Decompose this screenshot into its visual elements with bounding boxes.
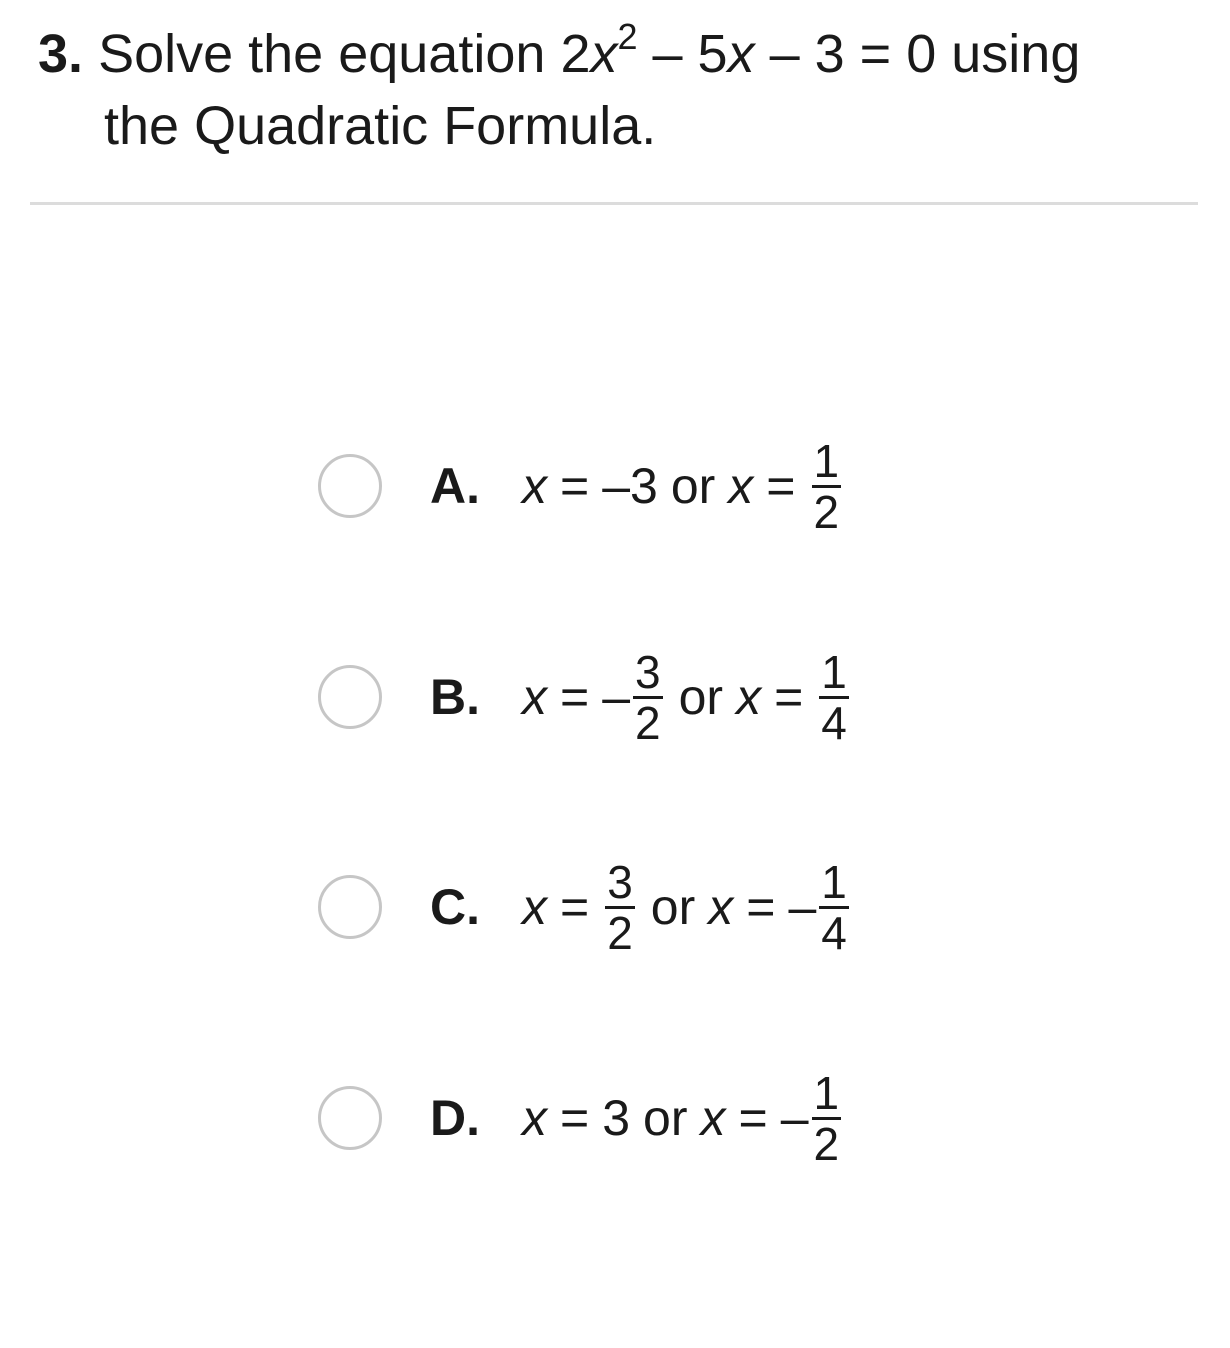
question-divider [30, 202, 1198, 205]
option-b-denominator-1: 2 [635, 696, 661, 749]
option-d-fraction-2 [812, 1066, 842, 1170]
option-d-variable-1: x [522, 1090, 547, 1146]
option-d-equals-2: = [738, 1090, 768, 1146]
option-b-variable-1: x [522, 669, 547, 725]
option-d-connector: or [643, 1090, 688, 1146]
option-a-denominator-2: 2 [813, 485, 840, 538]
answer-option-c[interactable] [318, 855, 852, 959]
option-b-connector: or [678, 669, 724, 725]
option-b-variable-2: x [736, 669, 762, 725]
radio-button-a[interactable] [318, 454, 382, 518]
equation-term-3: – 3 = 0 [754, 24, 937, 84]
option-expression-b [522, 645, 852, 749]
option-b-equals-2: = [774, 669, 804, 725]
equation-variable-2: x [727, 24, 755, 84]
question-prompt [38, 18, 1208, 162]
equation-variable: x [590, 24, 618, 84]
option-letter-b: B. [430, 669, 480, 725]
question-text-after: using [951, 24, 1081, 84]
option-letter-c: C. [430, 879, 480, 935]
question-line-1 [38, 18, 1208, 90]
option-c-fraction-2 [819, 855, 849, 959]
option-d-equals-1: = [560, 1090, 590, 1146]
question-text-before: Solve the equation [98, 24, 546, 84]
option-c-denominator-1: 2 [607, 906, 633, 959]
option-c-numerator-1: 3 [607, 855, 633, 908]
option-a-connector: or [670, 458, 716, 514]
equation-exponent: 2 [617, 16, 638, 57]
radio-button-c[interactable] [318, 875, 382, 939]
option-c-equals-1: = [560, 879, 590, 935]
option-expression-d [522, 1066, 844, 1170]
option-a-numerator-2: 1 [813, 434, 840, 487]
option-d-denominator-2: 2 [813, 1117, 840, 1170]
option-c-connector: or [650, 879, 696, 935]
answer-option-d[interactable] [318, 1066, 844, 1170]
option-b-fraction-1 [633, 645, 663, 749]
question-number: 3. [38, 24, 84, 84]
option-a-variable-1: x [522, 458, 547, 514]
option-b-equals-1: = [560, 669, 590, 725]
option-letter-d: D. [430, 1090, 480, 1146]
answer-option-a[interactable] [318, 434, 844, 538]
option-b-sign-1: – [602, 669, 631, 725]
option-a-fraction-2 [812, 434, 842, 538]
option-d-sign-2: – [780, 1090, 809, 1146]
radio-button-d[interactable] [318, 1086, 382, 1150]
option-c-sign-2: – [788, 879, 817, 935]
option-d-variable-2: x [700, 1090, 726, 1146]
option-b-denominator-2: 4 [821, 696, 847, 749]
option-a-variable-2: x [728, 458, 754, 514]
option-b-numerator-2: 1 [821, 645, 847, 698]
option-b-fraction-2 [819, 645, 849, 749]
radio-button-b[interactable] [318, 665, 382, 729]
option-a-equals-1: = [560, 458, 590, 514]
option-c-fraction-1 [605, 855, 635, 959]
option-d-value-1: 3 [602, 1090, 631, 1146]
option-d-numerator-2: 1 [813, 1066, 840, 1119]
option-b-numerator-1: 3 [635, 645, 661, 698]
option-expression-c [522, 855, 852, 959]
option-a-value-1: –3 [602, 458, 658, 514]
option-expression-a [522, 434, 844, 538]
question-line-2: the Quadratic Formula. [104, 96, 657, 156]
answer-option-b[interactable] [318, 645, 852, 749]
option-c-variable-1: x [522, 879, 547, 935]
question-equation [560, 16, 937, 84]
equation-coefficient: 2 [560, 24, 591, 84]
equation-term-2: – 5 [637, 24, 728, 84]
option-a-equals-2: = [766, 458, 796, 514]
option-c-equals-2: = [746, 879, 776, 935]
option-c-denominator-2: 4 [821, 906, 847, 959]
option-letter-a: A. [430, 458, 480, 514]
option-c-variable-2: x [708, 879, 734, 935]
option-c-numerator-2: 1 [821, 855, 847, 908]
